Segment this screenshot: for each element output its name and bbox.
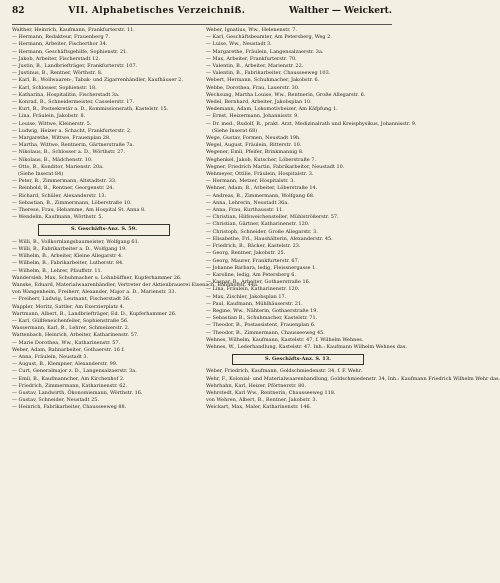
directory-entry: Wehrhahn, Karl, Heizer, Pförtnerstr. 80. xyxy=(206,382,307,389)
directory-entry: — Wilhelm, B., Fabrikarbeiter, Lutherstr. 84. xyxy=(12,260,124,267)
directory-entry: Wegel, August, Fräulein, Ritterstr. 10. xyxy=(206,142,302,149)
directory-entry: — Christian, Hilfsweichensteller, Mühlströßerstr. 57. xyxy=(206,214,339,221)
directory-entry: — Reinhold, B., Rentner, Georgenstr. 24. xyxy=(12,185,114,192)
directory-entry: — Sebastian B., Schuhmacher, Kastelstr. 71. xyxy=(206,315,318,322)
page-title: VII. Alphabetisches Verzeichniß. xyxy=(68,6,246,16)
directory-entry: — Anna, Frau, Kurthausstr. 11. xyxy=(206,207,284,214)
directory-entry: — Katharina, Hospitalitin, Fischerstadt 3a. xyxy=(12,91,120,98)
directory-entry: — Kaspar, B., Arbeiter, Gothaerstraße 16. xyxy=(206,279,311,286)
directory-entry: — Christoph, Schneider, Große Allegarstr. 3. xyxy=(206,228,318,235)
directory-entry: — Max, Arbeiter, Frankfurterstr. 70. xyxy=(206,55,297,62)
directory-entry: — Margarethe, Fräulein, Langensalzaerstr. 3a. xyxy=(206,48,324,55)
directory-entry: — Elisabethe, Frl., Haushälterin, Alexanderstr. 45. xyxy=(206,235,333,242)
directory-entry: — Therese, Frau, Hebamme, Am Hospital St. Anna 8. xyxy=(12,207,146,214)
directory-entry: — Paul, Kaufmann, Mühlhäuserstr. 21. xyxy=(206,300,303,307)
directory-entry: — August, B., Klempner, Alexanderstr. 99. xyxy=(12,361,118,368)
directory-entry: Wedel, Bernhard, Arbeiter, Jakobsplan 10. xyxy=(206,99,312,106)
directory-entry: — Georg, Maurer, Frankfurterstr. 67. xyxy=(206,257,300,264)
directory-entry: — Nikolaus, B., Schlosser a. D., Wörthstr. 27. xyxy=(12,149,126,156)
directory-entry: — Otto, B., Konditor, Marienstr. 20a. xyxy=(12,163,104,170)
directory-entry: Wehmeyer, Ottilie, Fräulein, Hospitalstr. 3. xyxy=(206,171,314,178)
directory-entry: — Dr. med., Rudolf, B., prakt. Arzt, Medizinalrath und Kreisphysikus, Johannisstr. 9. xyxy=(206,120,417,127)
directory-entry: — Anna, Fräulein, Neustadt 3. xyxy=(12,353,89,360)
directory-entry: Wanske, Eduard, Materialwaarenhändler, Vertreter der Aktienbrauerei Eisenach, Bahnhofstr. 44a. xyxy=(12,281,259,288)
directory-entry: — Justinus, B., Rentner, Wörthstr. 8. xyxy=(12,70,103,77)
directory-entry: Wechsung, Martha Louise, Ww., Rentnerin, Große Allegarstr. 6. xyxy=(206,91,366,98)
directory-entry: Wedemann, Adam, Lokomotivheizer, Am Käfpfung 1. xyxy=(206,106,338,113)
directory-entry: — Willi, B., Fabrikarbeiter a. D., Wolfgang 19. xyxy=(12,245,127,252)
directory-entry: — Konrad, B., Schneidermeister, Casselerstr. 17. xyxy=(12,99,135,106)
directory-entry: — Louise, Wittwe, Kleinerstr. 5. xyxy=(12,120,92,127)
directory-entry: Wappler, Moritz, Sattler, Am Exerzierplatz 4. xyxy=(12,303,125,310)
directory-entry: Weber, Friedrich, Kaufmann, Goldschmiedenstr. 34, f. F. Wehr. xyxy=(206,368,363,375)
directory-entry: Wegner, Friedrich Martin, Fabrikarbeiter, Neustadt 10. xyxy=(206,163,345,170)
directory-entry: Walther, Heinrich, Kaufmann, Frankfurterstr. 11. xyxy=(12,27,135,33)
directory-entry: — Marie Dorothea, Ww., Katharinenstr. 57. xyxy=(12,339,121,346)
directory-entry: — Theodor, B., Postassistent, Frauenplan 6. xyxy=(206,322,316,329)
directory-entry: — Ludwig, Heizer a. Schacht, Frankfurterstr. 2. xyxy=(12,127,132,134)
directory-entry: Wehr, F., Kolonial- und Materialwaarenhandlung, Goldschmiedenstr. 34, Inh.: Kaufmann Friedrich Wilhelm Wehr das. xyxy=(206,375,500,382)
directory-entry: — Heinrich, Fabrikarbeiter, Chausseeweg 88. xyxy=(12,404,127,411)
inserat-reference: (Siehe Inserat 84) xyxy=(18,171,64,178)
directory-entry: Wehner, Adam, B., Arbeiter, Löberstraße 14. xyxy=(206,185,318,192)
directory-entry: Wehnes, Wilhelm, Kaufmann, Kastelstr. 47, f. Wilhelm Wehnes. xyxy=(206,336,364,343)
directory-entry: — Andreas, B., Zimmermann, Wolfgang 68. xyxy=(206,192,315,199)
directory-entry: Weber, Ignatius, Ww., Helenenstr. 7. xyxy=(206,27,297,33)
directory-entry: von Wehren, Albert, B., Rentner, Jakobstr. 3. xyxy=(206,397,318,404)
directory-entry: — Martha, Wittwe, Rentnerin, Gärtnerstraße 7a. xyxy=(12,142,135,149)
directory-entry: — Gustav, Landwirth, Ökonomiemann, Wörthstr. 16. xyxy=(12,389,143,396)
page-number: 82 xyxy=(12,6,25,16)
directory-entry: Weickart, Max, Maler, Katharinenstr. 146. xyxy=(206,404,312,411)
directory-entry: — Lina, Fräulein, Jakobstr. 8. xyxy=(12,113,86,120)
directory-entry: — Karl, B., Wollwaaren-, Tabak- und Zigarrenhändler, Kaufhäuser 2. xyxy=(12,77,183,84)
directory-entry: — Ernst, Heizermann, Johannisstr. 9. xyxy=(206,113,299,120)
directory-entry: — Karl, Geschäftsbeamter, Am Petersberg, Weg 2. xyxy=(206,34,332,41)
directory-entry: — Kurt, B., Postsekretär a. D., Kommissionsrath, Kastelstr. 15. xyxy=(12,106,169,113)
directory-entry: — Christian, Gärtner, Katharinenstr. 120. xyxy=(206,221,310,228)
directory-entry: Weber, Adam, Bahnarbeiter, Gothaerstr. 16 f. xyxy=(12,346,125,353)
business-ad-reference: S. Geschäfts-Anz. S. 13. xyxy=(232,354,364,365)
directory-entry: Wehnes, W., Lederhandlung, Kastelstr. 47. Inh.: Kaufmann Wilhelm Wehnes das. xyxy=(206,343,407,350)
directory-entry: — Hermann, Geschäftsgehilfe, Sophienstr. 21. xyxy=(12,48,128,55)
directory-entry: — Willi, B., Vollkornlangsbaumeister, Wolfgang 61. xyxy=(12,238,140,245)
directory-entry: — Friedrich, Zimmermann, Katharinenstr. 62. xyxy=(12,382,128,389)
directory-entry: — Wilhelm, B., Arbeiter, Kleine Allegarstr 4. xyxy=(12,253,123,260)
directory-entry: Wandersleb, Max, Schuhmacher u. Lohnbüffner, Kupferhammer 26. xyxy=(12,274,182,281)
columns xyxy=(12,27,500,412)
directory-entry: Webert, Hermann, Schuhmacher, Jakobstr. 6. xyxy=(206,77,320,84)
directory-entry: — Valentin, B., Fabrikarbeiter, Chausseeweg 103. xyxy=(206,70,331,77)
directory-entry: — Curt, Generalmajor z. D., Langensalzaerstr. 3a. xyxy=(12,368,137,375)
directory-entry: — Karoline, ledig, Am Petersberg 6. xyxy=(206,271,296,278)
directory-entry: von Wangenheim, Freiherr, Alexander, Major a. D., Marienstr. 33. xyxy=(12,289,177,296)
directory-entry: Wege, Gustav, Formen, Neustadt 19h. xyxy=(206,135,301,142)
inserat-reference: (Siehe Inserat 68) xyxy=(212,127,258,134)
directory-entry: Wehrstedt, Karl Ww., Rentnerin, Chausseeweg 118. xyxy=(206,389,336,396)
directory-entry: — Max, Zischler, Jakobsplan 17. xyxy=(206,293,287,300)
directory-entry: — Hermann, Redakteur, Frauenberg 7. xyxy=(12,34,110,41)
directory-entry: — Jakob, Arbeiter, Fischerstadt 12. xyxy=(12,55,100,62)
directory-entry: — Theodor, B., Zimmermann, Chausseeweg 45. xyxy=(206,329,325,336)
directory-entry: — Karl, Schlosser, Sophienstr. 18. xyxy=(12,84,97,91)
directory-entry: — Sebastian, B., Zimmermann, Löberstraße 10. xyxy=(12,199,132,206)
directory-entry: — Emil, B., Kaufmanncher, Am Kirchenhof 2. xyxy=(12,375,125,382)
directory-entry: — Freiherr, Ludwig, Leutnant, Fischerstadt 36. xyxy=(12,296,131,303)
directory-entry: Weghenkel, Jakob, Kutscher, Löberstraße 7. xyxy=(206,156,316,163)
directory-entry: — Georg, Rentner, Jakobstr. 25. xyxy=(206,250,286,257)
directory-entry: — Nikolaus, B., Mädchenstr. 10. xyxy=(12,156,93,163)
directory-entry: — Wendelin, Kaufmann, Wörthstr. 5. xyxy=(12,214,104,221)
directory-entry: — Lina, Fräulein, Katharinenstr. 120. xyxy=(206,286,300,293)
directory-entry: — Richard, Schüler, Alexanderstr. 13. xyxy=(12,192,107,199)
directory-entry: — Margarethe, Wittwe, Frauenplan 28. xyxy=(12,135,111,142)
directory-entry: — Peter, B., Zimmermann, Altstadtstr. 33. xyxy=(12,178,117,185)
page-header xyxy=(12,6,392,25)
directory-entry: Wassermann, Karl, B., Lehrer, Schmelzerstr. 2. xyxy=(12,325,130,332)
directory-entry: — Wilhelm, B., Lehrer, Pfauffstr. 11. xyxy=(12,267,103,274)
directory-entry: — Hermann, Metzer, Hospitalstr. 3. xyxy=(206,178,295,185)
directory-entry: — Regine, Ww., Nähterin, Gothaerstraße 19. xyxy=(206,307,318,314)
directory-entry: Wattenbach, Heinrich, Arbeiter, Katharinenstr. 57. xyxy=(12,332,139,339)
right-column xyxy=(206,27,500,412)
directory-entry: Wegener, Emil, Pfeifer, Brinkmannig 8. xyxy=(206,149,304,156)
directory-entry: — Johanne Barbara, ledig, Fleissnergasse 1. xyxy=(206,264,317,271)
directory-entry: — Luise, Ww., Neustadt 3. xyxy=(206,41,272,48)
business-ad-reference: S. Geschäfts-Anz. S. 59. xyxy=(38,224,170,235)
directory-entry: — Justin, B., Landbriefträger, Frankfurterstr. 107. xyxy=(12,63,138,70)
running-head: Walther — Weickert. xyxy=(288,6,392,16)
directory-entry: — Gustav, Schneider, Neustadt 25. xyxy=(12,397,99,404)
directory-entry: Webbe, Dorothea, Frau, Lauerstr. 30. xyxy=(206,84,300,91)
directory-entry: — Karl, Güllfeneichenfeiler, Sophienstraße 56. xyxy=(12,317,129,324)
directory-entry: — Friedrich, B., Bäcker, Kastelstr. 23. xyxy=(206,243,301,250)
directory-entry: Wartmann, Albert, B., Landbriefträger, Ed. D., Kupferhammer 26. xyxy=(12,310,177,317)
directory-entry: — Anna, Lehrerin, Neustadt 36a. xyxy=(206,199,289,206)
directory-entry: — Valentin, B., Arbeiter, Marienstr. 22. xyxy=(206,63,304,70)
directory-entry: — Hermann, Arbeiter, Fischerthor 34. xyxy=(12,41,108,48)
